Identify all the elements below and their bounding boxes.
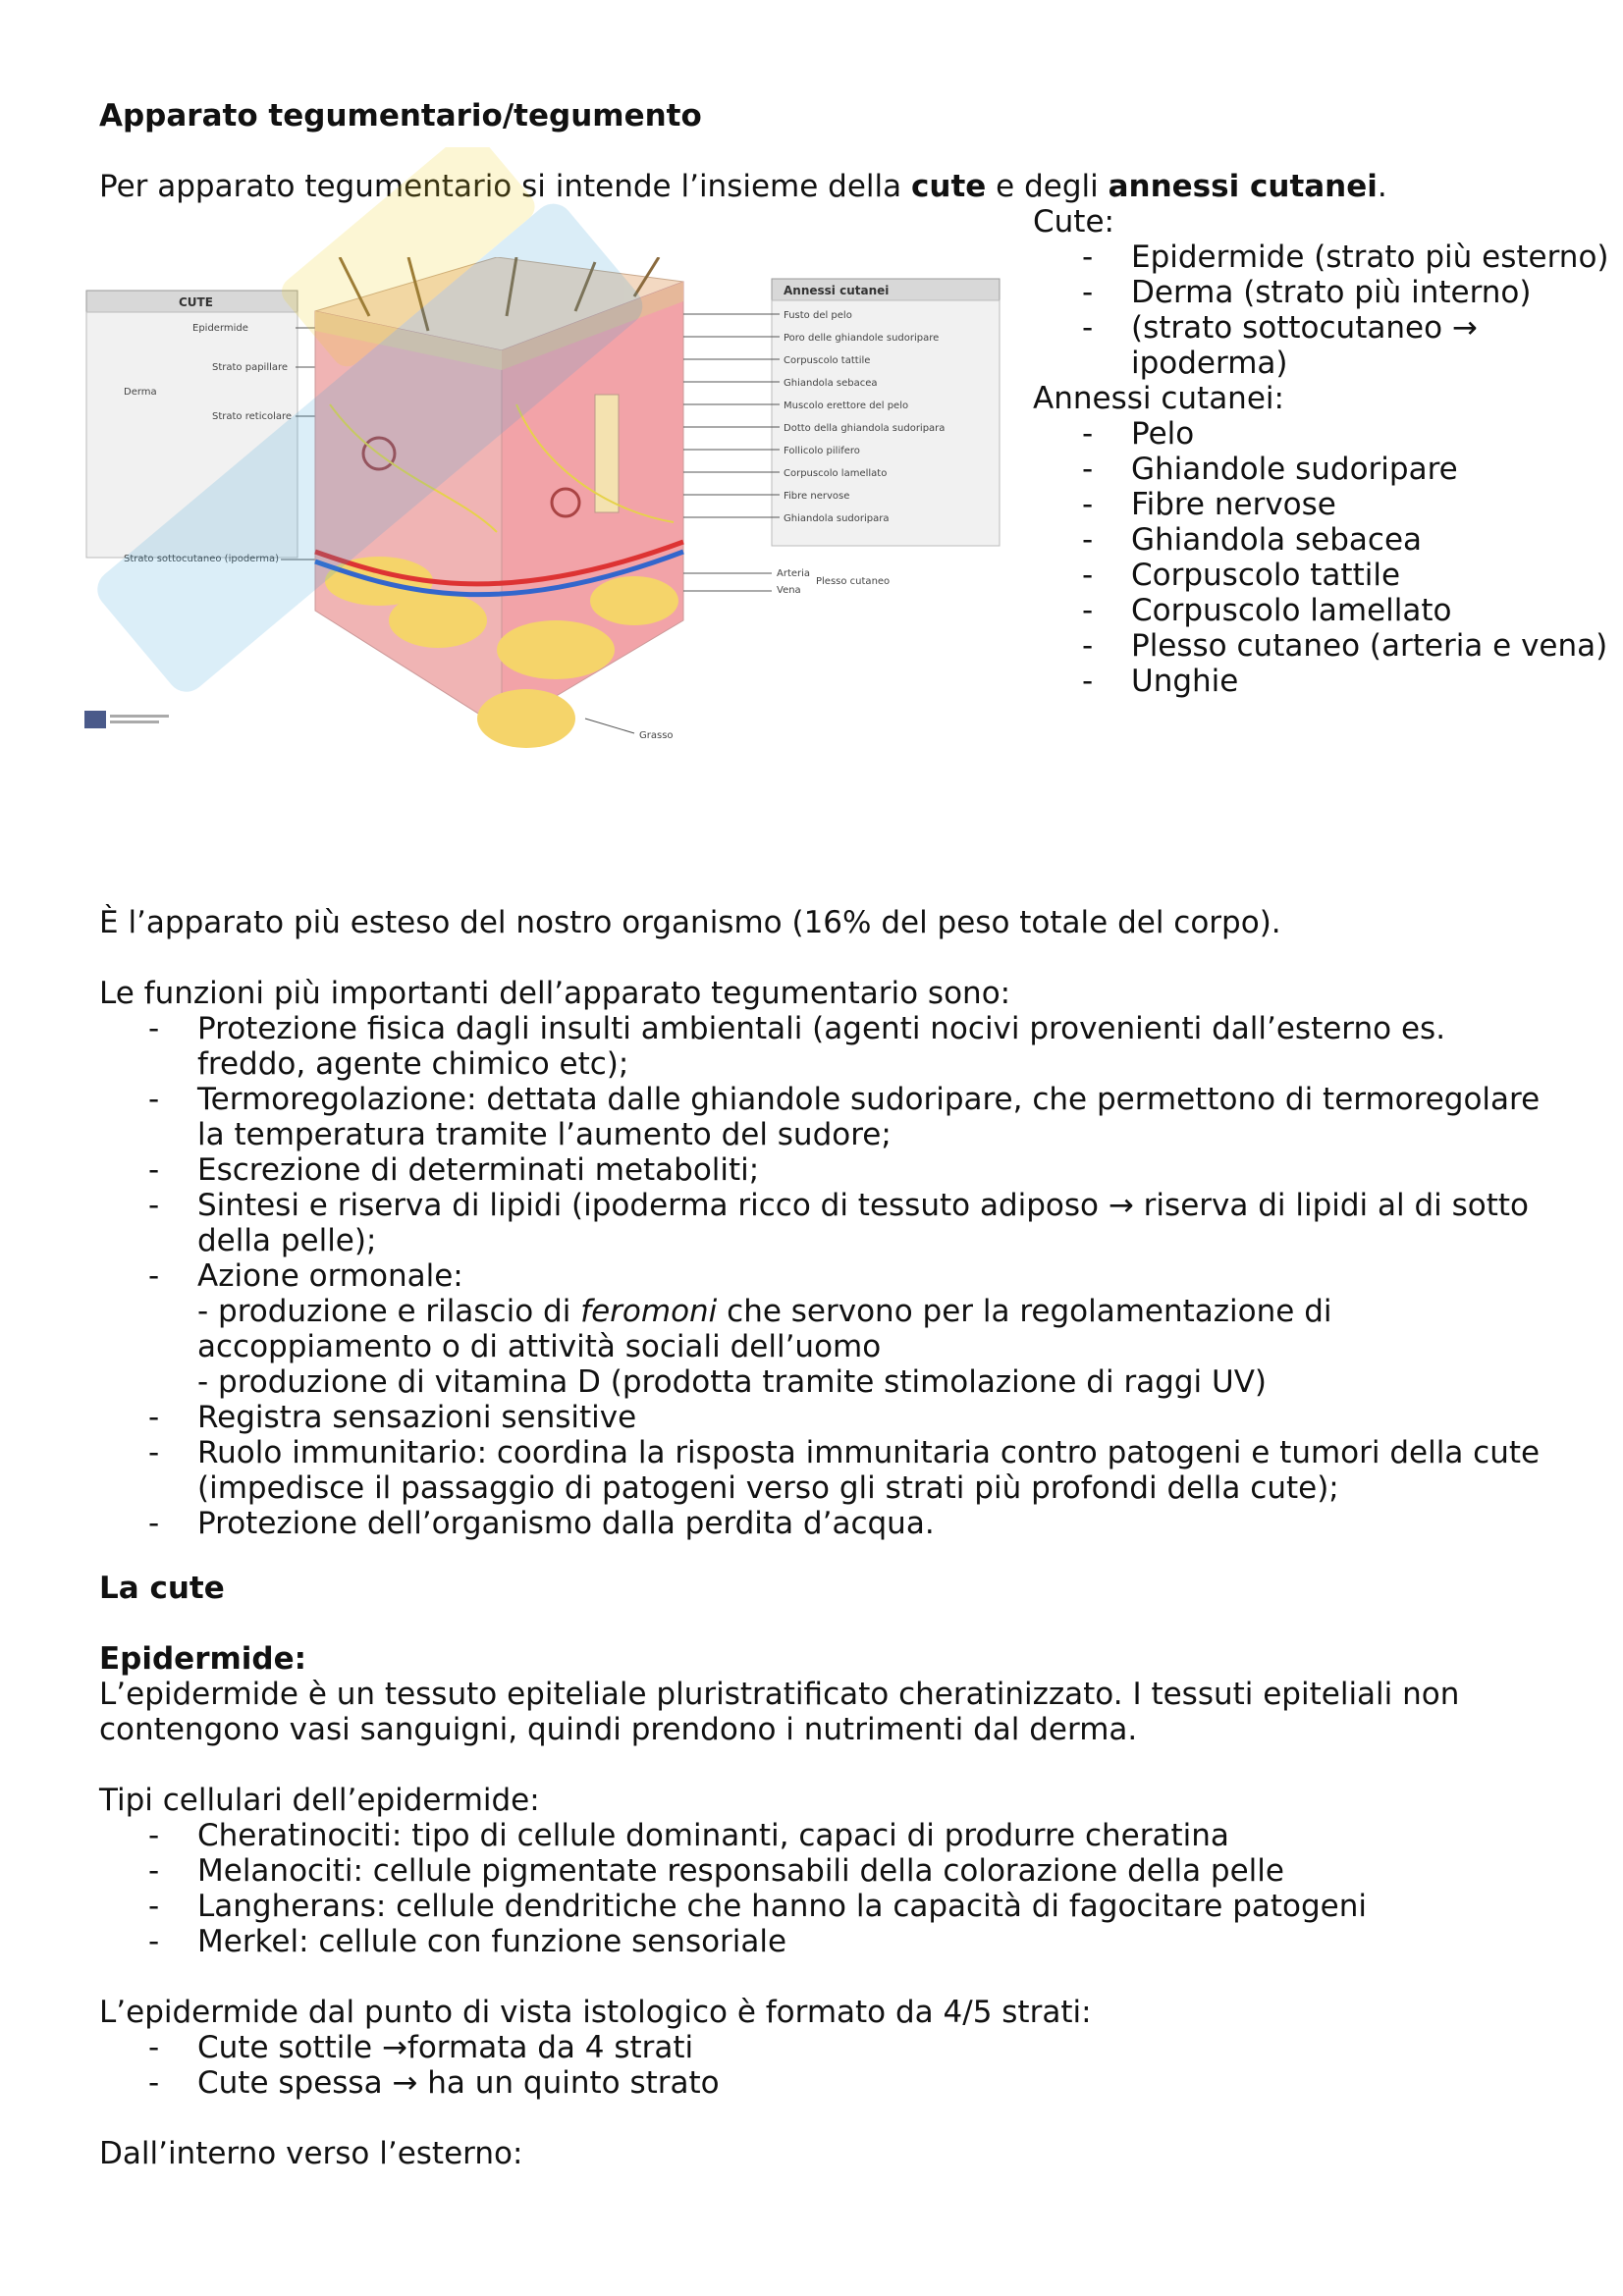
list-item: - Ghiandola sebacea — [1033, 522, 1612, 558]
annessi-box-title: Annessi cutanei — [784, 284, 890, 297]
dall-interno-line: Dall’interno verso l’esterno: — [99, 2136, 523, 2171]
annesso-label: Fibre nervose — [784, 491, 850, 502]
label-arteria: Arteria — [777, 568, 811, 579]
list-item: - Protezione dell’organismo dalla perdita d’acqua. — [99, 1506, 1552, 1541]
list-item: - Corpuscolo lamellato — [1033, 593, 1612, 628]
tipi-list — [99, 1818, 1552, 1959]
skin-components-column — [1033, 204, 1612, 699]
esteso-paragraph: È l’apparato più esteso del nostro organismo (16% del peso totale del corpo). — [99, 905, 1281, 940]
list-item: - Termoregolazione: dettata dalle ghiandole sudoripare, che permettono di termoregolare la temperatura tramite l’aumento del sudore; — [99, 1082, 1552, 1152]
istologico-section — [99, 1995, 1552, 2101]
list-item: - Sintesi e riserva di lipidi (ipoderma ricco di tessuto adiposo → riserva di lipidi al di sotto della pelle); — [99, 1188, 1552, 1258]
intro-paragraph — [99, 169, 1387, 204]
list-item: - Plesso cutaneo (arteria e vena) — [1033, 628, 1612, 664]
annesso-label: Corpuscolo tattile — [784, 355, 871, 366]
intro-text: e degli — [986, 169, 1109, 204]
epidermide-text: L’epidermide è un tessuto epiteliale pluristratificato cheratinizzato. I tessuti epiteliali non contengono vasi sanguigni, quindi prendono i nutrimenti dal derma. — [99, 1677, 1460, 1747]
la-cute-heading: La cute — [99, 1571, 225, 1606]
label-strato-papillare: Strato papillare — [212, 362, 289, 373]
tipi-intro: Tipi cellulari dell’epidermide: — [99, 1783, 540, 1818]
list-item: - Corpuscolo tattile — [1033, 558, 1612, 593]
annesso-label: Fusto del pelo — [784, 310, 852, 321]
label-strato-reticolare: Strato reticolare — [212, 411, 293, 422]
intro-bold-annessi: annessi cutanei — [1108, 169, 1378, 204]
ormonale-sub1-rest: che servono per la regolamentazione di accoppiamento o di attività sociali dell’uomo — [197, 1294, 1332, 1364]
list-item: - Merkel: cellule con funzione sensoriale — [99, 1924, 1552, 1959]
intro-text: . — [1377, 169, 1387, 204]
istologico-intro: L’epidermide dal punto di vista istologico è formato da 4/5 strati: — [99, 1995, 1092, 2030]
list-item: - Derma (strato più interno) — [1033, 275, 1612, 310]
list-item: - Registra sensazioni sensitive — [99, 1400, 1552, 1435]
annessi-list-title: Annessi cutanei: — [1033, 381, 1284, 416]
annesso-label: Muscolo erettore del pelo — [784, 400, 909, 411]
list-item: - Cute sottile →formata da 4 strati — [99, 2030, 1552, 2065]
list-item: - Pelo — [1033, 416, 1612, 452]
istologico-list — [99, 2030, 1552, 2101]
annessi-list — [1033, 416, 1612, 699]
cute-box-title: CUTE — [179, 295, 213, 309]
annesso-label: Dotto della ghiandola sudoripara — [784, 423, 946, 434]
list-item: - (strato sottocutaneo → ipoderma) — [1033, 310, 1612, 381]
list-item: - Melanociti: cellule pigmentate responsabili della colorazione della pelle — [99, 1853, 1552, 1889]
label-vena: Vena — [777, 585, 801, 596]
ormonale-sub1: - produzione e rilascio di — [197, 1294, 581, 1329]
annesso-label: Ghiandola sebacea — [784, 378, 878, 389]
label-derma: Derma — [124, 387, 157, 398]
epidermide-section — [99, 1641, 1552, 1747]
list-item: - Langherans: cellule dendritiche che hanno la capacità di fagocitare patogeni — [99, 1889, 1552, 1924]
label-sottocutaneo: Strato sottocutaneo (ipoderma) — [124, 554, 280, 564]
funzioni-intro: Le funzioni più importanti dell’apparato tegumentario sono: — [99, 976, 1011, 1011]
intro-text: Per apparato tegumentario si intende l’insieme della — [99, 169, 911, 204]
list-item: - Fibre nervose — [1033, 487, 1612, 522]
annesso-label: Poro delle ghiandole sudoripare — [784, 333, 940, 344]
list-item-ormonale — [99, 1258, 1552, 1400]
funzioni-section — [99, 976, 1552, 1541]
label-grasso: Grasso — [639, 730, 674, 741]
epidermide-heading: Epidermide: — [99, 1641, 307, 1677]
ormonale-sub2: - produzione di vitamina D (prodotta tramite stimolazione di raggi UV) — [197, 1364, 1267, 1400]
label-plesso: Plesso cutaneo — [816, 576, 891, 587]
label-epidermide: Epidermide — [192, 323, 248, 334]
intro-bold-cute: cute — [911, 169, 987, 204]
funzioni-list — [99, 1011, 1552, 1541]
annesso-label: Follicolo pilifero — [784, 446, 860, 456]
list-item: - Cheratinociti: tipo di cellule dominanti, capaci di produrre cheratina — [99, 1818, 1552, 1853]
ormonale-label: Azione ormonale: — [197, 1258, 463, 1294]
annesso-label: Corpuscolo lamellato — [784, 468, 888, 479]
list-item: - Ruolo immunitario: coordina la risposta immunitaria contro patogeni e tumori della cute (impedisce il passaggio di patogeni verso gli strati più profondi della cute); — [99, 1435, 1552, 1506]
cute-list-title: Cute: — [1033, 204, 1114, 240]
list-item: - Protezione fisica dagli insulti ambientali (agenti nocivi provenienti dall’esterno es. freddo, agente chimico etc); — [99, 1011, 1552, 1082]
list-item: - Epidermide (strato più esterno) — [1033, 240, 1612, 275]
cute-list — [1033, 240, 1612, 381]
list-item: - Cute spessa → ha un quinto strato — [99, 2065, 1552, 2101]
list-item: - Escrezione di determinati metaboliti; — [99, 1152, 1552, 1188]
tipi-section — [99, 1783, 1552, 1959]
feromoni-italic: feromoni — [580, 1294, 718, 1329]
list-item: - Ghiandole sudoripare — [1033, 452, 1612, 487]
list-item: - Unghie — [1033, 664, 1612, 699]
annesso-label: Ghiandola sudoripara — [784, 513, 890, 524]
page-title: Apparato tegumentario/tegumento — [99, 98, 702, 133]
skin-diagram — [84, 257, 1001, 756]
